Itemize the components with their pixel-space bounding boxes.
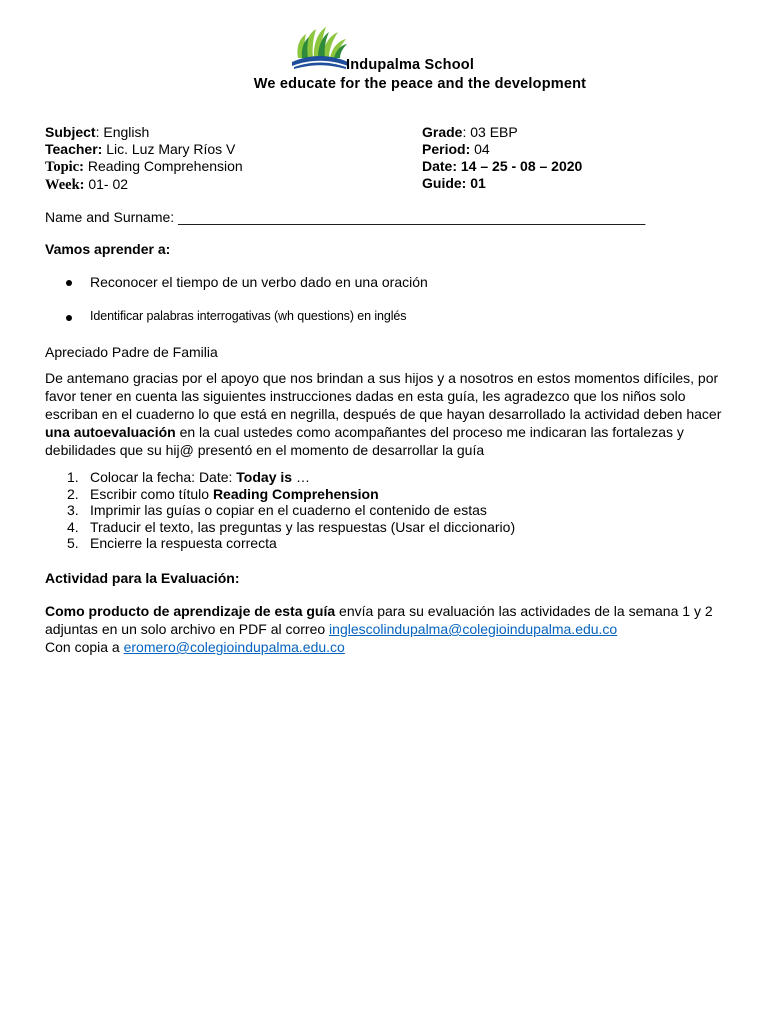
subject-row [45,124,243,141]
date-row [422,158,582,175]
step-after: … [292,469,310,485]
greeting: Apreciado Padre de Familia [45,344,218,360]
period-row [422,141,582,158]
subject-label: Subject [45,124,96,140]
intro-bold: una autoevaluación [45,424,176,440]
school-logo-icon [292,24,348,70]
evaluation-bold: Como producto de aprendizaje de esta guía [45,603,336,619]
step-text: Encierre la respuesta correcta [90,535,277,551]
grade-row [422,124,582,141]
teacher-value: Lic. Luz Mary Ríos V [102,141,236,157]
subject-value: : English [95,124,150,140]
name-surname-field: Name and Surname: ____________________________________________________________ [45,209,646,225]
step-bold: Reading Comprehension [212,485,379,502]
step-bold: Today is [236,469,293,485]
date-text: Date: 14 – 25 - 08 – 2020 [422,158,583,174]
info-left-column [45,124,243,194]
topic-label: Topic: [45,159,84,175]
step-number: 3. [67,502,79,518]
evaluation-paragraph [45,602,725,656]
topic-row [45,158,243,176]
guide-row [422,175,582,192]
school-motto: We educate for the peace and the development [253,76,587,92]
copy-text: Con copia a [45,639,124,655]
learn-item-text: Identificar palabras interrogativas (wh questions) en inglés [90,309,407,323]
teacher-row [45,141,243,158]
period-value: 04 [470,141,490,157]
step-text: Colocar la fecha: Date: [90,469,237,485]
evaluation-heading: Actividad para la Evaluación: [45,570,240,586]
step-number: 4. [67,518,79,535]
step-text: Traducir el texto, las preguntas y las respuestas (Usar el diccionario) [90,518,516,535]
bullet-icon [66,280,72,286]
step-number: 1. [67,469,79,485]
intro-text-1: De antemano gracias por el apoyo que nos brindan a sus hijos y a nosotros en estos momentos difíciles, por favor tener en cuenta las siguientes instrucciones dadas en esta guía, les agradezco que los niños solo escriban en el cuaderno lo que está en negrilla, después de que hayan desarrollado la actividad deben hacer [45,370,722,422]
guide-text: Guide: 01 [422,175,486,191]
week-row [45,176,243,194]
grade-value: : 03 EBP [462,124,518,140]
learn-heading: Vamos aprender a: [45,241,171,257]
step-text-wrapper [90,469,310,486]
step-number: 2. [67,485,79,502]
step-text-wrapper [90,486,379,503]
period-label: Period: [422,141,471,157]
evaluation-text: envía para su evaluación las actividades de la semana 1 y 2 adjuntas en un solo archivo en PDF al correo [45,603,713,637]
grade-label: Grade [422,124,463,140]
info-right-column [422,124,582,192]
teacher-label: Teacher: [45,141,103,157]
week-label: Week: [45,177,85,193]
week-value: 01- 02 [84,176,129,192]
intro-paragraph [45,369,725,459]
bullet-icon [66,315,72,321]
step-number: 5. [67,535,79,551]
step-text: Imprimir las guías o copiar en el cuaderno el contenido de estas [90,502,487,518]
step-text: Escribir como título [90,485,213,502]
learn-item-text: Reconocer el tiempo de un verbo dado en una oración [90,274,428,290]
email-link-inglescolindupalma[interactable]: inglescolindupalma@colegioindupalma.edu.co [329,621,618,637]
intro-text-2: en la cual ustedes como acompañantes del proceso me indicaran las fortalezas y debilidades que su hij@ presentó en el momento de desarrollar la guía [45,424,684,458]
school-name: Indupalma School [346,57,475,73]
email-link-eromero[interactable]: eromero@colegioindupalma.edu.co [123,639,345,655]
topic-value: Reading Comprehension [83,158,243,174]
